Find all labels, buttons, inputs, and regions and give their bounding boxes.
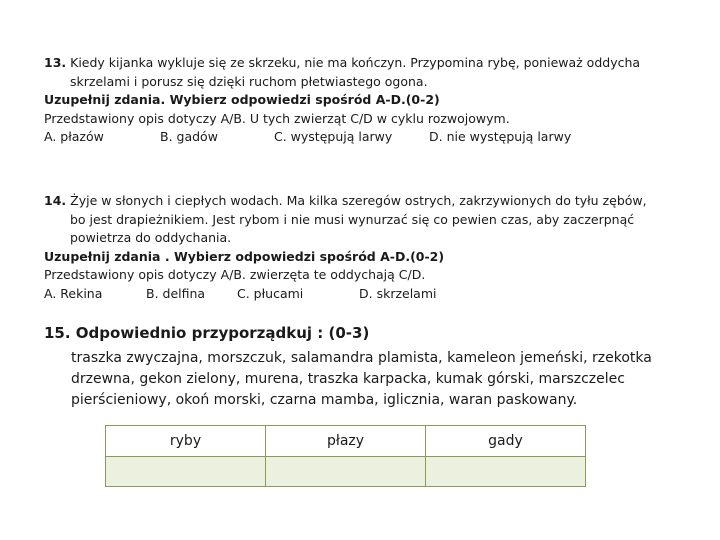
question-14 bbox=[44, 192, 684, 303]
q14-instruction: Uzupełnij zdania . Wybierz odpowiedzi spośród A-D.(0-2) bbox=[44, 248, 445, 264]
q14-option-c: C. płucami bbox=[237, 285, 304, 301]
header-gady: gady bbox=[426, 426, 586, 457]
q13-option-d: D. nie występują larwy bbox=[429, 129, 572, 144]
q14-option-d: D. skrzelami bbox=[359, 285, 437, 301]
q13-instruction: Uzupełnij zdania. Wybierz odpowiedzi spośród A-D.(0-2) bbox=[44, 92, 440, 107]
answer-cell-gady[interactable] bbox=[426, 457, 586, 487]
table-header-row bbox=[106, 426, 586, 457]
q13-text-line-2: skrzelami i porusz się dzięki ruchom płetwiastego ogona. bbox=[70, 73, 428, 89]
question-15 bbox=[44, 323, 684, 411]
header-plazy: płazy bbox=[266, 426, 426, 457]
q14-text-line-1: 14. Żyje w słonych i ciepłych wodach. Ma kilka szeregów ostrych, zakrzywionych do tyłu zębów, bbox=[44, 193, 647, 208]
q14-option-b: B. delfina bbox=[146, 285, 206, 301]
header-ryby: ryby bbox=[106, 426, 266, 457]
q14-text-line-2: bo jest drapieżnikiem. Jest rybom i nie musi wynurzać się co pewien czas, aby zaczerpnąć bbox=[70, 211, 635, 227]
q13-option-a: A. płazów bbox=[44, 129, 104, 144]
answer-cell-plazy[interactable] bbox=[266, 457, 426, 487]
answer-cell-ryby[interactable] bbox=[106, 457, 266, 487]
q13-option-b: B. gadów bbox=[160, 129, 218, 144]
table-answer-row bbox=[106, 457, 586, 487]
question-13 bbox=[44, 54, 684, 147]
classification-table bbox=[105, 425, 586, 487]
q15-title: 15. Odpowiednio przyporządkuj : (0-3) bbox=[44, 324, 370, 342]
q13-option-c: C. występują larwy bbox=[274, 129, 393, 144]
q14-sentence: Przedstawiony opis dotyczy A/B. zwierzęta te oddychają C/D. bbox=[44, 267, 426, 282]
q13-text-line-1: 13. Kiedy kijanka wykluje się ze skrzeku, nie ma kończyn. Przypomina rybę, ponieważ oddycha bbox=[44, 55, 641, 70]
q14-option-a: A. Rekina bbox=[44, 285, 103, 301]
q14-text-line-3: powietrza do oddychania. bbox=[70, 230, 232, 245]
q14-options bbox=[44, 285, 684, 304]
q15-animals-line-2: drzewna, gekon zielony, murena, traszka karpacka, kumak górski, marszczelec bbox=[71, 371, 625, 387]
q13-sentence: Przedstawiony opis dotyczy A/B. U tych zwierząt C/D w cyklu rozwojowym. bbox=[44, 110, 510, 126]
q15-animals-line-1: traszka zwyczajna, morszczuk, salamandra plamista, kameleon jemeński, rzekotka bbox=[71, 350, 652, 366]
q13-options bbox=[44, 128, 684, 147]
q15-animals-line-3: pierścieniowy, okoń morski, czarna mamba, iglicznia, waran paskowany. bbox=[71, 392, 578, 408]
